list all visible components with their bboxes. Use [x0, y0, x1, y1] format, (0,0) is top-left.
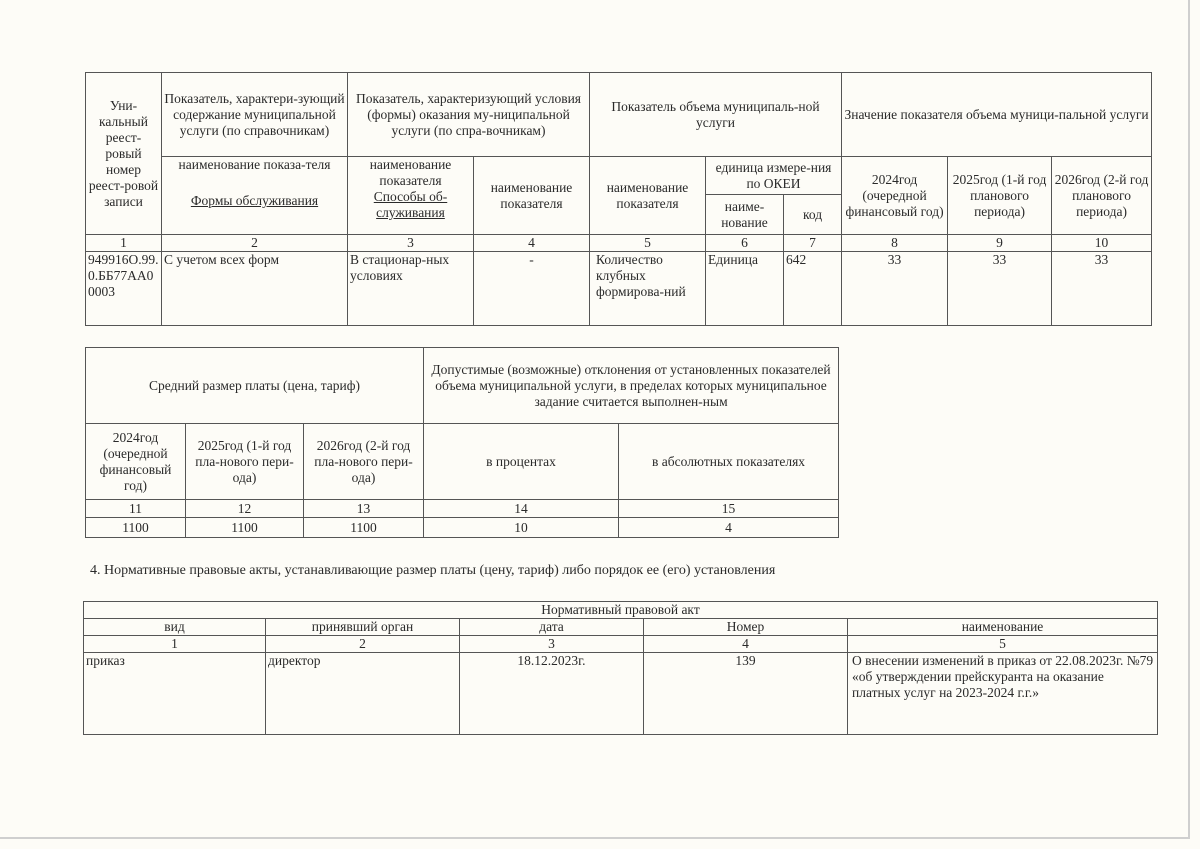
col-num: 1	[84, 636, 266, 653]
act-date-value: 18.12.2023г.	[460, 653, 644, 735]
header-year-2026: 2026год (2-й год планового периода)	[1052, 157, 1152, 235]
value-2025: 33	[948, 252, 1052, 326]
absolute-value: 4	[619, 518, 839, 538]
col-num: 9	[948, 235, 1052, 252]
col-num: 8	[842, 235, 948, 252]
col-num: 7	[784, 235, 842, 252]
fee-2025-value: 1100	[186, 518, 304, 538]
header-fee-2026: 2026год (2-й год пла-нового пери-ода)	[304, 424, 424, 500]
header-avg-fee: Средний размер платы (цена, тариф)	[86, 348, 424, 424]
table-row	[84, 653, 1158, 735]
normative-act-title: Нормативный правовой акт	[84, 602, 1158, 619]
col-num: 3	[460, 636, 644, 653]
header-volume-indicator: Показатель объема муниципаль-ной услуги	[590, 73, 842, 157]
percent-value: 10	[424, 518, 619, 538]
act-name-value: О внесении изменений в приказ от 22.08.2023г. №79 «об утверждении прейскуранта на оказание платных услуг на 2023-2024 г.г.»	[848, 653, 1158, 735]
act-authority-value: директор	[266, 653, 460, 735]
header-indicator-name3: наименование показателя	[474, 157, 590, 235]
header-indicator-name2: наименование показателя	[369, 157, 452, 188]
header-number: Номер	[644, 619, 848, 636]
header-conditions-indicator: Показатель, характеризующий условия (формы) оказания му-ниципальной услуги (по спра-вочникам)	[348, 73, 590, 157]
col-num: 15	[619, 500, 839, 518]
header-volume-value: Значение показателя объема муници-пальной услуги	[842, 73, 1152, 157]
registry-number: 949916О.99.0.ББ77АА00003	[86, 252, 162, 326]
header-indicator-name2-cell	[348, 157, 474, 235]
fee-2026-value: 1100	[304, 518, 424, 538]
col-num: 1	[86, 235, 162, 252]
unit-code-value: 642	[784, 252, 842, 326]
header-deviations: Допустимые (возможные) отклонения от установленных показателей объема муниципальной услуги, в пределах которых муниципальное задание считается выполнен-ным	[424, 348, 839, 424]
header-indicator-name: наименование показа-теля	[178, 157, 331, 172]
header-unit-code: код	[784, 195, 842, 235]
col-num: 2	[162, 235, 348, 252]
fee-2024-value: 1100	[86, 518, 186, 538]
header-absolute: в абсолютных показателях	[619, 424, 839, 500]
column-numbers-row	[86, 500, 839, 518]
col-num: 11	[86, 500, 186, 518]
header-registry-number: Уни-кальный реест-ровый номер реест-ровой записи	[86, 73, 162, 235]
header-indicator-name4: наименование показателя	[590, 157, 706, 235]
value-2026: 33	[1052, 252, 1152, 326]
header-authority: принявший орган	[266, 619, 460, 636]
conditions-value: В стационар-ных условиях	[348, 252, 474, 326]
indicator-value: Количество клубных формирова-ний	[590, 252, 706, 326]
header-year-2024: 2024год (очередной финансовый год)	[842, 157, 948, 235]
act-number-value: 139	[644, 653, 848, 735]
col-num: 12	[186, 500, 304, 518]
header-content-indicator: Показатель, характери-зующий содержание муниципальной услуги (по справочникам)	[162, 73, 348, 157]
section-4-title: 4. Нормативные правовые акты, устанавливающие размер платы (цену, тариф) либо порядок ее (его) установления	[90, 563, 776, 578]
header-name: наименование	[848, 619, 1158, 636]
conditions-other-value: -	[474, 252, 590, 326]
header-okei-unit: единица измере-ния по ОКЕИ	[706, 157, 842, 195]
content-value: С учетом всех форм	[162, 252, 348, 326]
col-num: 2	[266, 636, 460, 653]
col-num: 6	[706, 235, 784, 252]
col-num: 10	[1052, 235, 1152, 252]
table-row	[86, 518, 839, 538]
header-percent: в процентах	[424, 424, 619, 500]
act-type-value: приказ	[84, 653, 266, 735]
col-num: 4	[474, 235, 590, 252]
header-fee-2025: 2025год (1-й год пла-нового пери-ода)	[186, 424, 304, 500]
column-numbers-row	[86, 235, 1152, 252]
header-year-2025: 2025год (1-й год планового периода)	[948, 157, 1052, 235]
value-2024: 33	[842, 252, 948, 326]
header-service-methods: Способы об-служивания	[373, 189, 448, 220]
col-num: 3	[348, 235, 474, 252]
fee-and-deviations-table	[85, 347, 839, 538]
col-num: 13	[304, 500, 424, 518]
volume-indicators-table	[85, 72, 1152, 326]
header-unit-name: наиме-нование	[706, 195, 784, 235]
column-numbers-row	[84, 636, 1158, 653]
header-type: вид	[84, 619, 266, 636]
header-service-forms: Формы обслуживания	[190, 193, 319, 208]
normative-acts-table	[83, 601, 1158, 735]
col-num: 4	[644, 636, 848, 653]
table-row	[86, 252, 1152, 326]
col-num: 5	[590, 235, 706, 252]
unit-name-value: Единица	[706, 252, 784, 326]
header-indicator-name-cell	[162, 157, 348, 235]
header-date: дата	[460, 619, 644, 636]
header-fee-2024: 2024год (очередной финансовый год)	[86, 424, 186, 500]
col-num: 14	[424, 500, 619, 518]
col-num: 5	[848, 636, 1158, 653]
